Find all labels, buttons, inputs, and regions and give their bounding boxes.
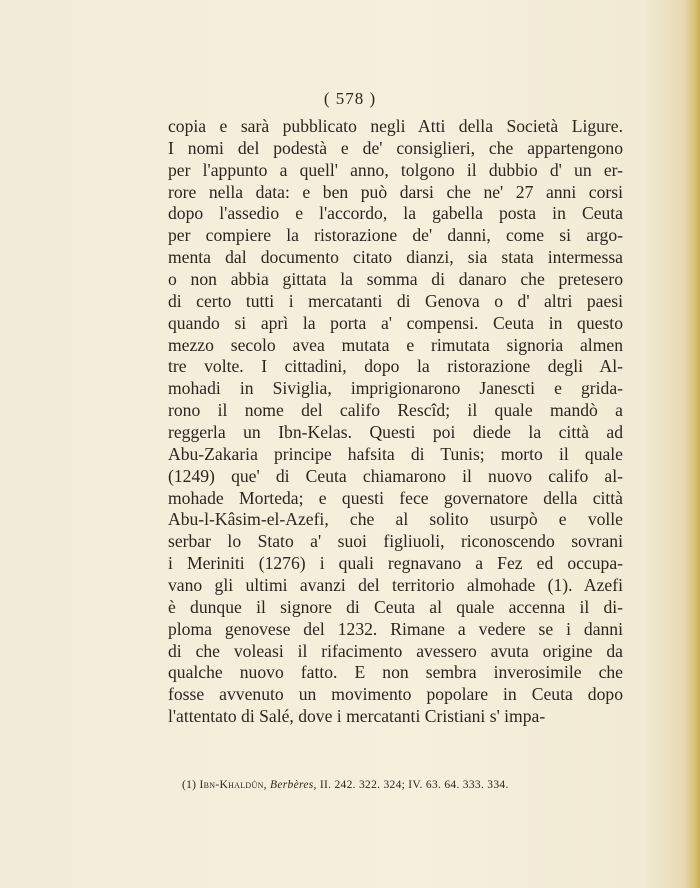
text-line: quando si aprì la porta a' compensi. Ceuta in questo [168,312,623,333]
text-line: mezzo secolo avea mutata e rimutata signoria almen [168,334,623,355]
text-line: di certo tutti i mercatanti di Genova o d' altri paesi [168,290,623,311]
footnote-marker: (1) [182,779,197,791]
text-line: copia e sarà pubblicato negli Atti della Società Ligure. [168,116,623,136]
body-text [168,116,623,728]
footnote [182,777,622,793]
text-line: tre volte. I cittadini, dopo la ristorazione degli Al- [168,356,623,377]
text-line: rore nella data: e ben può darsi che ne' 27 anni corsi [168,181,623,202]
text-line: vano gli ultimi avanzi del territorio almohade (1). Azefi [168,575,623,596]
text-line: (1249) que' di Ceuta chiamarono il nuovo califo al- [168,465,623,486]
text-line: mohadi in Siviglia, imprigionarono Janesctі e grida- [168,378,623,399]
text-line: reggerla un Ibn-Kelas. Questi poi diede la città ad [168,422,623,443]
text-line: serbar lo Stato a' suoi figliuoli, riconoscendo sovrani [168,531,623,552]
text-line: per l'appunto a quell' anno, tolgono il dubbio d' un er- [168,159,623,180]
text-line: i Meriniti (1276) i quali regnavano a Fez ed occupa- [168,553,623,574]
footnote-work: Berbères, [270,779,317,791]
text-line: fosse avvenuto un movimento popolare in Ceuta dopo [168,684,623,705]
text-line: rono il nome del califo Rescîd; il quale mandò a [168,400,623,421]
page-edge-shadow [686,0,700,888]
page-number: ( 578 ) [323,89,377,108]
text-line: o non abbia gittata la somma di danaro che pretesero [168,269,623,290]
text-line: dopo l'assedio e l'accordo, la gabella posta in Ceuta [168,203,623,224]
footnote-author: Ibn-Khaldûn, [199,779,267,791]
footnote-refs: II. 242. 322. 324; IV. 63. 64. 333. 334. [319,779,509,791]
text-line: Abu-Zakaria principe hafsita di Tunis; morto il quale [168,443,623,464]
text-line: Abu-l-Kâsim-el-Azefi, che al solito usurpò e volle [168,509,623,530]
text-line: ploma genovese del 1232. Rimane a vedere se i danni [168,618,623,639]
text-line: I nomi del podestà e de' consiglieri, che appartengono [168,137,623,158]
text-line: qualche nuovo fatto. E non sembra inverosimile che [168,662,623,683]
text-line: è dunque il signore di Ceuta al quale accenna il di- [168,596,623,617]
text-line: per compiere la ristorazione de' danni, come si argo- [168,225,623,246]
text-line: mohade Morteda; e questi fece governatore della città [168,487,623,508]
text-line: l'attentato di Salé, dove i mercatanti Cristiani s' impa- [168,706,546,727]
text-line: menta dal documento citato dianzi, sia stata intermessa [168,247,623,268]
text-line: di che voleasi il rifacimento avessero avuta origine da [168,640,623,661]
